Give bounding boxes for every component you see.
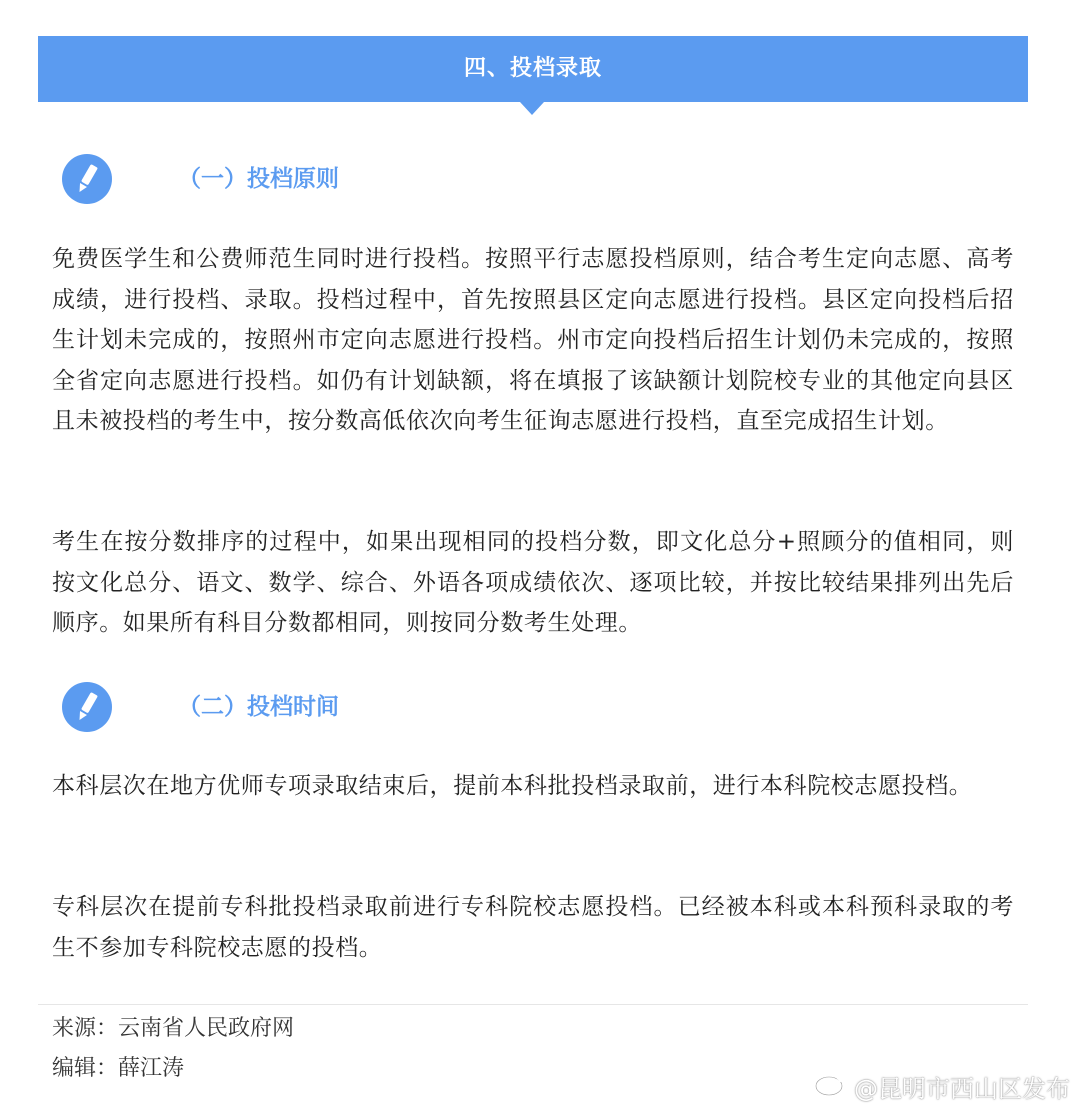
pencil-icon (62, 154, 112, 204)
section-banner (38, 36, 1028, 102)
footer-divider (38, 1004, 1028, 1005)
pencil-icon (62, 682, 112, 732)
watermark-text: @昆明市西山区发布 (854, 1074, 1070, 1103)
section-heading-timing (62, 682, 562, 732)
paragraph: 考生在按分数排序的过程中，如果出现相同的投档分数，即文化总分+照顾分的值相同，则按文化总分、语文、数学、综合、外语各项成绩依次、逐项比较，并按比较结果排列出先后顺序。如果所有科目分数都相同，则按同分数考生处理。 (52, 529, 1014, 636)
banner-title: 四、投档录取 (463, 56, 602, 81)
paragraph: 本科层次在地方优师专项录取结束后，提前本科批投档录取前，进行本科院校志愿投档。 (52, 773, 973, 799)
editor-line: 编辑：薛江涛 (52, 1056, 185, 1081)
paragraph: 专科层次在提前专科批投档录取前进行专科院校志愿投档。已经被本科或本科预科录取的考生不参加专科院校志愿的投档。 (52, 894, 1014, 961)
paragraph: 免费医学生和公费师范生同时进行投档。按照平行志愿投档原则，结合考生定向志愿、高考成绩，进行投档、录取。投档过程中，首先按照县区定向志愿进行投档。县区定向投档后招生计划未完成的，按照州市定向志愿进行投档。州市定向投档后招生计划仍未完成的，按照全省定向志愿进行投档。如仍有计划缺额，将在填报了该缺额计划院校专业的其他定向县区且未被投档的考生中，按分数高低依次向考生征询志愿进行投档，直至完成招生计划。 (52, 246, 1014, 434)
section-title: （一）投档原则 (178, 166, 339, 192)
banner-pointer (520, 102, 544, 115)
section-title: （二）投档时间 (178, 694, 339, 720)
section-heading-principles (62, 154, 562, 204)
watermark (814, 1066, 1070, 1106)
weibo-icon (814, 1069, 848, 1103)
source-line: 来源：云南省人民政府网 (52, 1016, 295, 1041)
